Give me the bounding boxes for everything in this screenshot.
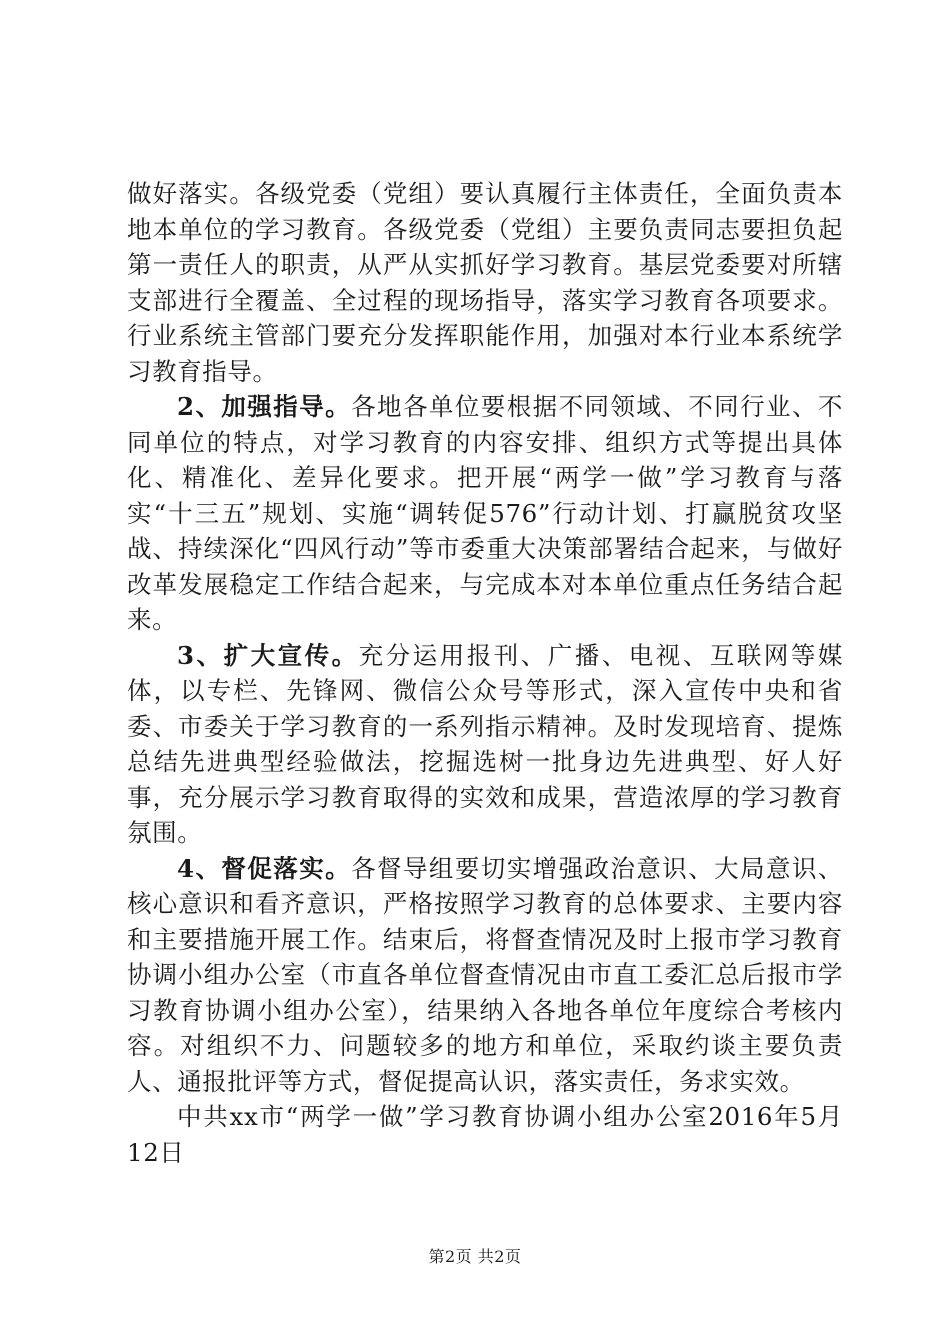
section-guidance (127, 389, 843, 638)
section-text: 各督导组要切实增强政治意识、大局意识、核心意识和看齐意识，严格按照学习教育的总体要求、主要内容和主要措施开展工作。结束后，将督查情况及时上报市学习教育协调小组办公室（市直各单位督查情况由市直工委汇总后报市学习教育协调小组办公室），结果纳入各地各单位年度综合考核内容。对组织不力、问题较多的地方和单位，采取约谈主要负责人、通报批评等方式，督促提高认识，落实责任，务求实效。 (127, 853, 843, 1096)
section-heading: 2、加强指导。 (177, 392, 352, 421)
section-heading: 4、督促落实。 (177, 853, 352, 883)
section-supervision (127, 851, 843, 1100)
section-publicity (127, 638, 843, 851)
section-heading: 3、扩大宣传。 (177, 640, 359, 670)
page-footer: 第2页 共2页 (428, 1247, 522, 1266)
section-text: 各地各单位要根据不同领域、不同行业、不同单位的特点，对学习教育的内容安排、组织方式等提出具体化、精准化、差异化要求。把开展“两学一做”学习教育与落实“十三五”规划、实施“调转促576”行动计划、打赢脱贫攻坚战、持续深化“四风行动”等市委重大决策部署结合起来，与做好改革发展稳定工作结合起来，与完成本对本单位重点任务结合起来。 (127, 392, 843, 634)
signature-line: 中共xx市“两学一做”学习教育协调小组办公室2016年5月12日 (127, 1102, 843, 1167)
continued-paragraph: 做好落实。各级党委（党组）要认真履行主体责任，全面负责本地本单位的学习教育。各级党委（党组）主要负责同志要担负起第一责任人的职责，从严从实抓好学习教育。基层党委要对所辖支部进行全覆盖、全过程的现场指导，落实学习教育各项要求。行业系统主管部门要充分发挥职能作用，加强对本行业本系统学习教育指导。 (127, 179, 843, 386)
document-body (127, 176, 843, 1170)
section-text: 充分运用报刊、广播、电视、互联网等媒体，以专栏、先锋网、微信公众号等形式，深入宣传中央和省委、市委关于学习教育的一系列指示精神。及时发现培育、提炼总结先进典型经验做法，挖掘选树一批身边先进典型、好人好事，充分展示学习教育取得的实效和成果，营造浓厚的学习教育氛围。 (127, 640, 843, 847)
